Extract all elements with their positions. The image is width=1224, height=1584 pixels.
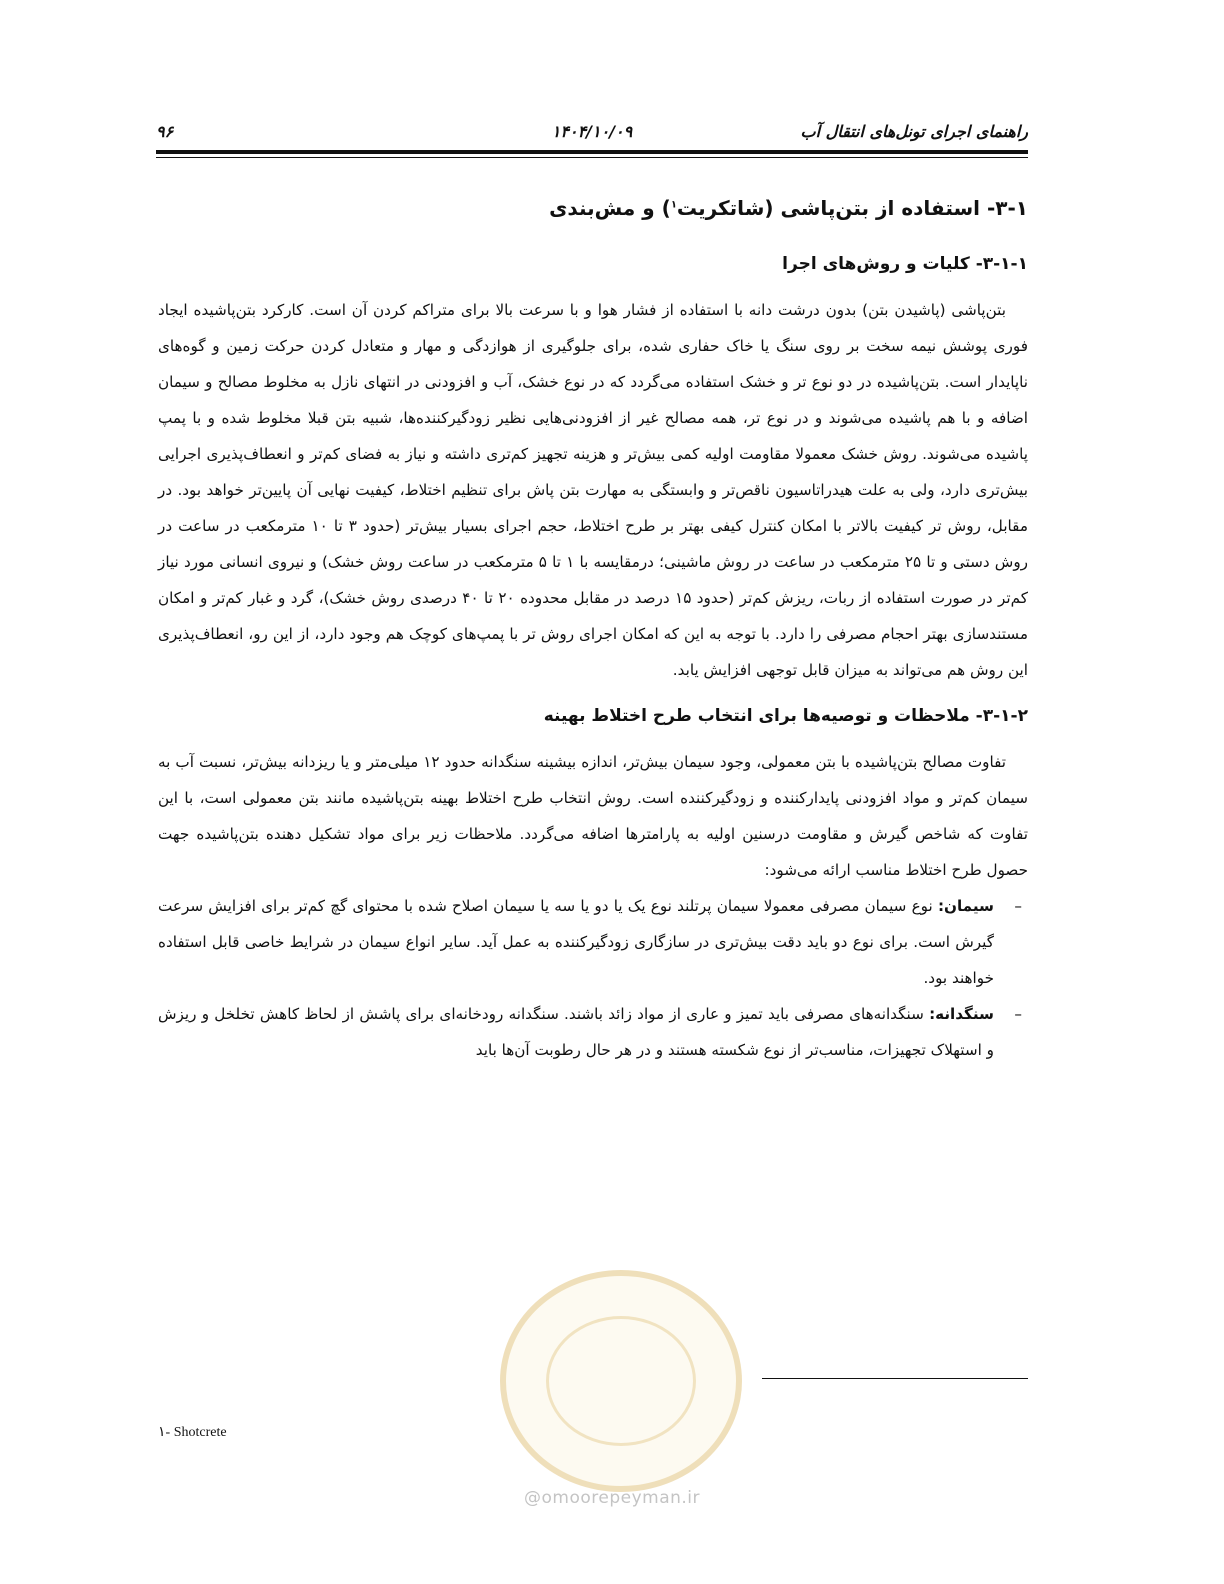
- footnote-text: Shotcrete: [173, 1425, 227, 1440]
- header-page-number: ۹۶: [156, 122, 174, 141]
- dash-bullet-icon: –: [1014, 1005, 1022, 1023]
- header-book-title: راهنمای اجرای تونل‌های انتقال آب: [800, 122, 1028, 141]
- subsection-1-heading: ۳-۱-۱- کلیات و روش‌های اجرا: [782, 254, 1028, 274]
- site-watermark: @omoorepeyman.ir: [523, 1488, 701, 1508]
- header-rule-thin: [156, 157, 1028, 158]
- footnote-number: ۱-: [158, 1425, 171, 1440]
- main-content: [158, 196, 1028, 1068]
- list-item: [158, 996, 1022, 1068]
- footnote-marker: ۱: [670, 199, 677, 211]
- header-rule-thick: [156, 150, 1028, 154]
- list-item-term: سیمان:: [937, 897, 994, 915]
- subsection-1-paragraph: بتن‌پاشی (پاشیدن بتن) بدون درشت دانه با استفاده از فشار هوا و با سرعت بالا برای متراکم کردن آن است. کارکرد بتن‌پاشیده ایجاد فوری پوشش نیمه سخت بر روی سنگ یا خاک حفاری شده، برای جلوگیری از هوازدگی و مهار و متعادل کردن حرکت زمین و گوه‌های ناپایدار است. بتن‌پاشیده در دو نوع تر و خشک استفاده می‌گردد که در نوع خشک، آب و افزودنی در انتهای نازل به مخلوط مصالح و سیمان اضافه و با هم پاشیده می‌شوند و در نوع تر، همه مصالح غیر از افزودنی‌هایی نظیر زودگیرکننده‌ها، شبیه بتن قبلا مخلوط شده و با پمپ پاشیده می‌شوند. روش خشک معمولا مقاومت اولیه کمی بیش‌تر و هزینه تجهیز کم‌تری داشته و نیاز به فضای کم‌تر و انعطاف‌پذیری اجرایی بیش‌تری دارد، ولی به علت هیدراتاسیون ناقص‌تر و وابستگی به مهارت بتن پاش برای تنظیم اختلاط، کیفیت نهایی آن پایین‌تر خواهد بود. در مقابل، روش تر کیفیت بالاتر با امکان کنترل کیفی بهتر بر طرح اختلاط، حجم اجرای بسیار بیش‌تر (حدود ۳ تا ۱۰ مترمکعب در ساعت در روش دستی و تا ۲۵ مترمکعب در ساعت در روش ماشینی؛ درمقایسه با ۱ تا ۵ مترمکعب در ساعت روش خشک) و نیروی انسانی مورد نیاز کم‌تر در صورت استفاده از ربات، ریزش کم‌تر (حدود ۱۵ درصد در مقابل محدوده ۲۰ تا ۴۰ درصدی روش خشک)، گرد و غبار کم‌تر و امکان مستندسازی بهتر احجام مصرفی را دارد. با توجه به این که امکان اجرای روش تر با پمپ‌های کوچک هم وجود دارد، از این رو، انعطاف‌پذیری این روش هم می‌تواند به میزان قابل توجهی افزایش یابد.: [158, 301, 1029, 679]
- section-heading-text: ۳-۱- استفاده از بتن‌پاشی (شاتکریت: [676, 196, 1028, 220]
- publisher-seal-watermark: [500, 1270, 742, 1492]
- section-heading: [158, 196, 1028, 220]
- list-item-term: سنگدانه:: [929, 1005, 994, 1023]
- footnote-separator: [762, 1378, 1028, 1379]
- footnote: [158, 1424, 227, 1441]
- dash-bullet-icon: –: [1014, 897, 1022, 915]
- list-item-text: نوع سیمان مصرفی معمولا سیمان پرتلند نوع یک یا دو یا سه یا سیمان اصلاح شده با محتوای گچ کم‌تر برای افزایش سرعت گیرش است. برای نوع دو باید دقت بیش‌تری در سازگاری زودگیرکننده به عمل آید. سایر انواع سیمان در شرایط خاصی قابل استفاده خواهند بود.: [158, 897, 994, 987]
- seal-inner-ring: [546, 1316, 696, 1446]
- subsection-2-heading: ۳-۱-۲- ملاحظات و توصیه‌ها برای انتخاب طرح اختلاط بهینه: [543, 706, 1028, 726]
- page-header: [156, 122, 1028, 148]
- subsection-2-paragraph: تفاوت مصالح بتن‌پاشیده با بتن معمولی، وجود سیمان بیش‌تر، اندازه بیشینه سنگدانه حدود ۱۲ میلی‌متر و یا ریزدانه بیش‌تر، نسبت آب به سیمان کم‌تر و مواد افزودنی پایدارکننده و زودگیرکننده است. روش انتخاب طرح اختلاط بهینه بتن‌پاشیده مانند بتن معمولی است، با این تفاوت که شاخص گیرش و مقاومت درسنین اولیه به پارامترها اضافه می‌گردد. ملاحظات زیر برای مواد تشکیل دهنده بتن‌پاشیده جهت حصول طرح اختلاط مناسب ارائه می‌شود:: [158, 753, 1028, 879]
- list-item-text: سنگدانه‌های مصرفی باید تمیز و عاری از مواد زائد باشند. سنگدانه رودخانه‌ای برای پاشش از لحاظ کاهش تخلخل و ریزش و استهلاک تجهیزات، مناسب‌تر از نوع شکسته هستند و در هر حال رطوبت آن‌ها باید: [158, 1005, 994, 1059]
- section-heading-suffix: ) و مش‌بندی: [549, 196, 671, 220]
- bullet-list: [158, 888, 1028, 1068]
- list-item: [158, 888, 1022, 996]
- header-date: ۱۴۰۴/۱۰/۰۹: [551, 122, 633, 141]
